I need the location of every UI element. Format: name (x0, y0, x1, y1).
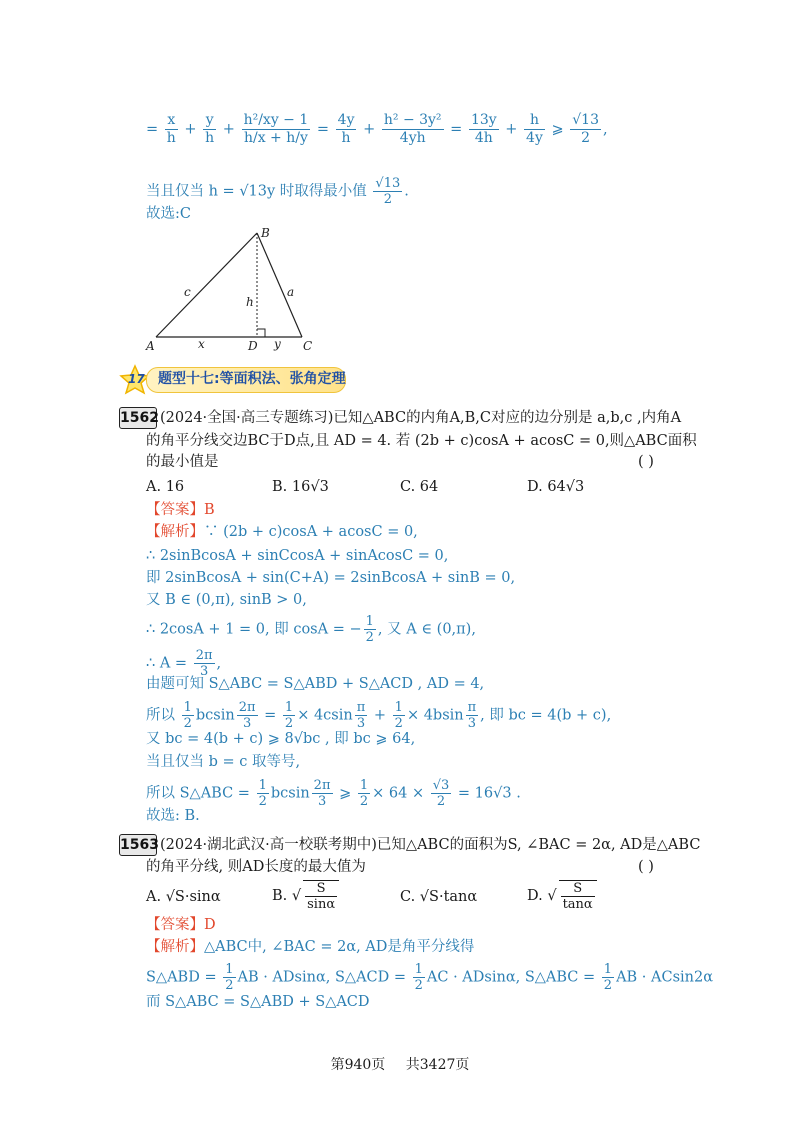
analysis-line: 【解析】△ABC中, ∠BAC = 2α, AD是角平分线得 (146, 939, 475, 955)
analysis-line: 即 2sinBcosA + sin(C+A) = 2sinBcosA + sinB = 0, (146, 570, 516, 586)
option-a: A. 16 (146, 479, 185, 495)
fraction: $\frac{1}{2}$ (225, 962, 234, 993)
vertex-a-label: A (146, 339, 155, 353)
analysis-line: 故选: B. (146, 808, 200, 824)
option-d: D. 64√3 (527, 479, 585, 495)
triangle-diagram (140, 222, 340, 354)
answer-blank: ( ) (638, 454, 654, 470)
option-d: D. √ $\frac{S}{\tan\alpha}$ (527, 880, 599, 912)
question-text: 的最小值是 (146, 454, 219, 470)
fraction: $\frac{\text{h² − 3y²}}{4yh}$ (383, 112, 442, 146)
fraction: $\frac{1}{2}$ (359, 778, 369, 809)
option-a: A. √S·sinα (146, 889, 221, 905)
analysis-line: 又 B ∈ (0,π), sinB > 0, (146, 592, 307, 608)
answer-line: 【答案】B (146, 502, 215, 518)
segment-x-label: x (198, 337, 205, 351)
fraction: $\frac{\pi}{3}$ (467, 700, 477, 731)
top-formula: = $\frac{x}{h}$ + $\frac{y}{h}$ + $\frac{\text{h²/xy − 1}}{h/x + h/y}$ = $\frac{4y}{h}$ + $\frac{\text{h² − 3y²}}{4yh}$ = $\frac{13y}{4h}$ + $\frac{h}{4y}$ ⩾ $\frac{√13}{2}$ , (146, 112, 608, 146)
equality-condition: 当且仅当 h = √13y 时取得最小值 $\frac{√13}{2}$ . (146, 176, 409, 207)
fraction: $\frac{1}{2}$ (603, 962, 613, 993)
analysis-line: ∴ 2sinBcosA + sinCcosA + sinAcosC = 0, (146, 548, 449, 564)
answer-line: 【答案】D (146, 917, 216, 933)
fraction: $\frac{√13}{2}$ (572, 112, 599, 146)
page-footer (0, 1054, 800, 1074)
option-c: C. √S·tanα (400, 889, 478, 905)
fraction: $\frac{1}{2}$ (284, 700, 294, 731)
fraction: $\frac{x}{h}$ (166, 112, 176, 146)
analysis-line: S△ABD = $\frac{1}{2}$ AB · ADsinα, S△ACD = $\frac{1}{2}$ AC · ADsinα, S△ABC = $\frac{1}{2}$ AB · ACsin2α (146, 962, 714, 993)
fraction: $\frac{1}{2}$ (258, 778, 267, 809)
fraction: $\frac{h}{4y}$ (526, 112, 543, 146)
question-text: (2024·全国·高三专题练习)已知△ABC的内角A,B,C对应的边分别是 a,b,c ,内角A (160, 410, 682, 426)
side-a-label: a (287, 285, 295, 299)
fraction: $\frac{\pi}{3}$ (356, 700, 366, 731)
fraction: $\frac{S}{\sin\alpha}$ (303, 880, 339, 912)
question-text: 的角平分线, 则AD长度的最大值为 (146, 859, 366, 875)
vertex-b-label: B (261, 226, 270, 240)
fraction: $\frac{4y}{h}$ (337, 112, 355, 146)
fraction: $\frac{S}{\tan\alpha}$ (559, 880, 597, 912)
analysis-line: 而 S△ABC = S△ABD + S△ACD (146, 994, 370, 1010)
fraction: $\frac{\text{h²/xy − 1}}{h/x + h/y}$ (243, 112, 309, 146)
previous-choice: 故选:C (146, 206, 191, 222)
fraction: $\frac{1}{2}$ (365, 614, 374, 645)
analysis-line: 所以 $\frac{1}{2}$ bcsin $\frac{2\pi}{3}$ = $\frac{1}{2}$ × 4csin $\frac{\pi}{3}$ + $\frac{1}{2}$ × 4bsin $\frac{\pi}{3}$ , 即 bc = 4(b + c), (146, 700, 612, 731)
segment-y-label: y (274, 337, 281, 351)
option-b: B. √ $\frac{S}{\sin\alpha}$ (272, 880, 341, 912)
fraction: $\frac{1}{2}$ (414, 962, 423, 993)
question-text: (2024·湖北武汉·高一校联考期中)已知△ABC的面积为S, ∠BAC = 2α, AD是△ABC (160, 837, 701, 853)
fraction: $\frac{2\pi}{3}$ (238, 700, 256, 731)
fraction: $\frac{13y}{4h}$ (470, 112, 497, 146)
fraction: $\frac{1}{2}$ (183, 700, 192, 731)
page-total: 共3427页 (405, 1057, 470, 1073)
section-header (118, 364, 350, 396)
fraction: $\frac{√3}{2}$ (432, 778, 450, 809)
question-number: 1562 (119, 407, 157, 429)
height-h-label: h (246, 295, 254, 309)
question-text: 的角平分线交边BC于D点,且 AD = 4. 若 (2b + c)cosA + acosC = 0,则△ABC面积 (146, 433, 697, 449)
side-c-label: c (184, 285, 191, 299)
point-d-label: D (248, 339, 258, 353)
fraction: $\frac{2\pi}{3}$ (195, 648, 213, 679)
answer-value: B (204, 502, 215, 518)
section-number: 17 (128, 372, 145, 386)
question-number: 1563 (119, 834, 157, 856)
section-title: 题型十七:等面积法、张角定理 (158, 371, 346, 387)
analysis-line: ∴ 2cosA + 1 = 0, 即 cosA = − $\frac{1}{2}$ , 又 A ∈ (0,π), (146, 614, 476, 645)
analysis-line: 【解析】∵ (2b + c)cosA + acosC = 0, (146, 524, 418, 540)
fraction: $\frac{1}{2}$ (394, 700, 403, 731)
vertex-c-label: C (303, 339, 313, 353)
analysis-line: 当且仅当 b = c 取等号, (146, 754, 301, 770)
option-c: C. 64 (400, 479, 439, 495)
answer-value: D (204, 917, 216, 933)
option-b: B. 16√3 (272, 479, 329, 495)
answer-blank: ( ) (638, 859, 654, 875)
fraction: $\frac{2\pi}{3}$ (313, 778, 331, 809)
fraction: $\frac{y}{h}$ (205, 112, 215, 146)
fraction: $\frac{√13}{2}$ (375, 176, 401, 207)
analysis-line: ∴ A = $\frac{2\pi}{3}$ , (146, 648, 222, 679)
analysis-line: 所以 S△ABC = $\frac{1}{2}$ bcsin $\frac{2\pi}{3}$ ⩾ $\frac{1}{2}$ × 64 × $\frac{√3}{2}$ = 16√3 . (146, 778, 521, 809)
analysis-line: 由题可知 S△ABC = S△ABD + S△ACD , AD = 4, (146, 676, 485, 692)
page-number: 第940页 (330, 1057, 386, 1073)
analysis-line: 又 bc = 4(b + c) ⩾ 8√bc , 即 bc ⩾ 64, (146, 731, 416, 747)
